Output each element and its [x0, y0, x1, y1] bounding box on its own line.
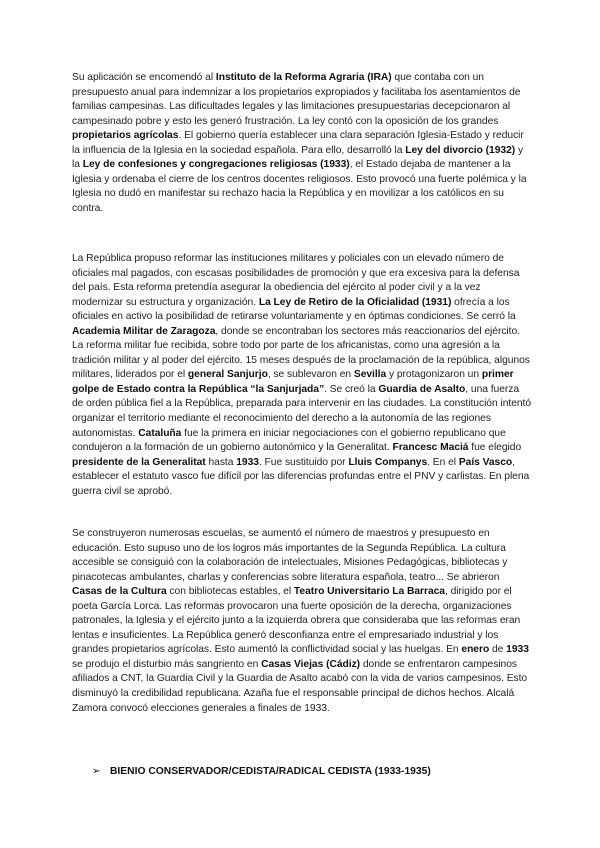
- bold-term: Instituto de la Reforma Agraria (IRA): [215, 72, 392, 83]
- text-run: hasta: [205, 456, 237, 468]
- text-run: y la: [72, 144, 524, 171]
- bold-term: Francesc Maciá: [392, 442, 469, 454]
- text-run: de: [489, 644, 507, 656]
- bold-term: Ley del divorcio (1932): [405, 144, 516, 156]
- bold-term: Ley de confesiones y congregaciones religiosas (1933): [82, 159, 350, 171]
- bold-term: 1933: [236, 456, 259, 468]
- bold-term: Sevilla: [353, 369, 387, 381]
- text-run: Su aplicación se encomendó al: [72, 72, 216, 83]
- bold-term: primer golpe de Estado contra la República “la Sanjurjada”: [72, 369, 514, 395]
- text-run: donde se enfrentaron campesinos afiliados a CNT, la Guardia Civil y la Guardia de Asalto acabó con la vida de varios campesinos. Esto disminuyó la credibilidad republicana. Azaña fue el responsable principal de dichos hechos. Alcalá Zamora convocó elecciones generales a finales de 1933.: [72, 658, 528, 714]
- bold-term: La Ley de Retiro de la Oficialidad (1931): [258, 296, 452, 308]
- bold-term: general Sanjurjo: [187, 369, 268, 381]
- text-run: . El gobierno quería establecer una clara separación Iglesia-Estado y reducir la influencia de la Iglesia en la sociedad española. Para ello, desarrolló la: [72, 130, 524, 156]
- text-run: con bibliotecas estables, el: [166, 586, 294, 598]
- text-run: , el Estado dejaba de mantener a la Iglesia y ordenaba el cierre de los centros docentes religiosos. Esto provocó una fuerte polémica y la Iglesia no dudó en manifestar su rechazo hacia la República y en movilizar a los católicos en su contra.: [72, 159, 527, 214]
- paragraph-agrarian-religious-reform: [72, 71, 532, 216]
- bold-term: Lluis Companys: [348, 456, 428, 468]
- bold-term: Cataluña: [138, 427, 182, 439]
- text-run: , una fuerza de orden pública fiel a la República, preparada para intervenir en las ciudades. La constitución intentó organizar el territorio mediante el reconocimiento del derecho a la autonomía de las regiones autonomistas.: [72, 383, 532, 439]
- text-run: Se construyeron numerosas escuelas, se aumentó el número de maestros y presupuesto en educación. Esto supuso uno de los logros más importantes de la Segunda República. La cultura accesible se consiguió con la colaboración de intelectuales, Misiones Pedagógicas, bibliotecas y pinacotecas ambulantes, charlas y conferencias sobre literatura española, teatro... Se abrieron: [72, 528, 508, 583]
- paragraph-education-culture-reform: [72, 527, 532, 716]
- text-run: y protagonizaron un: [386, 369, 482, 381]
- bold-term: Casas de la Cultura: [72, 586, 167, 598]
- bold-term: Guardia de Asalto: [378, 383, 466, 395]
- text-run: La República propuso reformar las instituciones militares y policiales con un elevado número de oficiales mal pagados, con escasas posibilidades de promoción y que era excesiva para la defensa del país. Esta reforma pretendía asegurar la obediencia del ejército al poder civil y a la vez modernizar su estructura y organización.: [72, 253, 520, 308]
- text-run: . Fue sustituido por: [258, 456, 349, 468]
- text-run: , donde se encontraban los sectores más reaccionarios del ejército. La reforma militar fue recibida, sobre todo por parte de los africanistas, como una agresión a la tradición militar y al poder del ejército. 15 meses después de la proclamación de la república, algunos militares, liderados por el: [72, 325, 530, 381]
- text-run: fue la primera en iniciar negociaciones con el gobierno republicano que condujeron a la formación de un gobierno autonómico y la Generalitat.: [72, 427, 506, 454]
- section-heading: [92, 765, 431, 777]
- bold-term: enero: [461, 644, 490, 656]
- text-run: . En el: [427, 456, 459, 468]
- text-run: , se sublevaron en: [267, 369, 354, 381]
- bold-term: País Vasco: [458, 456, 513, 468]
- bold-term: Casas Viejas (Cádiz): [261, 658, 361, 670]
- bold-term: 1933: [506, 644, 529, 656]
- bold-term: presidente de la Generalitat: [72, 456, 206, 468]
- paragraph-military-territorial-reform: [72, 252, 532, 499]
- text-run: se produjo el disturbio más sangriento en: [72, 658, 262, 670]
- text-run: , dirigido por el poeta García Lorca. Las reformas provocaron una fuerte oposición de la derecha, organizaciones patronales, la Iglesia y el ejército junto a la izquierda obrera que consideraba que las reformas eran lentas e insuficientes. La República generó desconfianza entre el empresariado industrial y los grandes propietarios agrícolas. Esto aumentó la conflictividad social y las huelgas. En: [72, 586, 521, 656]
- bold-term: propietarios agrícolas: [72, 130, 179, 142]
- arrow-bullet-icon: ➢: [92, 766, 101, 777]
- text-run: , establecer el estatuto vasco fue difícil por las diferencias profundas entre el PNV y carlistas. En plena guerra civil se aprobó.: [72, 456, 530, 497]
- bold-term: Teatro Universitario La Barraca: [293, 586, 445, 598]
- bold-term: Academia Militar de Zaragoza: [72, 325, 216, 337]
- text-run: ofrecía a los oficiales en activo la posibilidad de retirarse voluntariamente y en óptimas condiciones. Se cerró la: [72, 296, 516, 323]
- text-run: que contaba con un presupuesto anual para indemnizar a los propietarios expropiados y facilitaba los asentamientos de familias campesinas. Las dificultades legales y las limitaciones presupuestarias decepcionaron al campesinado pobre y esto les generó frustración. La ley contó con la oposición de los grandes: [72, 72, 521, 127]
- section-heading-text: BIENIO CONSERVADOR/CEDISTA/RADICAL CEDISTA (1933-1935): [110, 766, 431, 777]
- text-run: . Se creó la: [324, 383, 379, 395]
- text-run: fue elegido: [468, 442, 522, 454]
